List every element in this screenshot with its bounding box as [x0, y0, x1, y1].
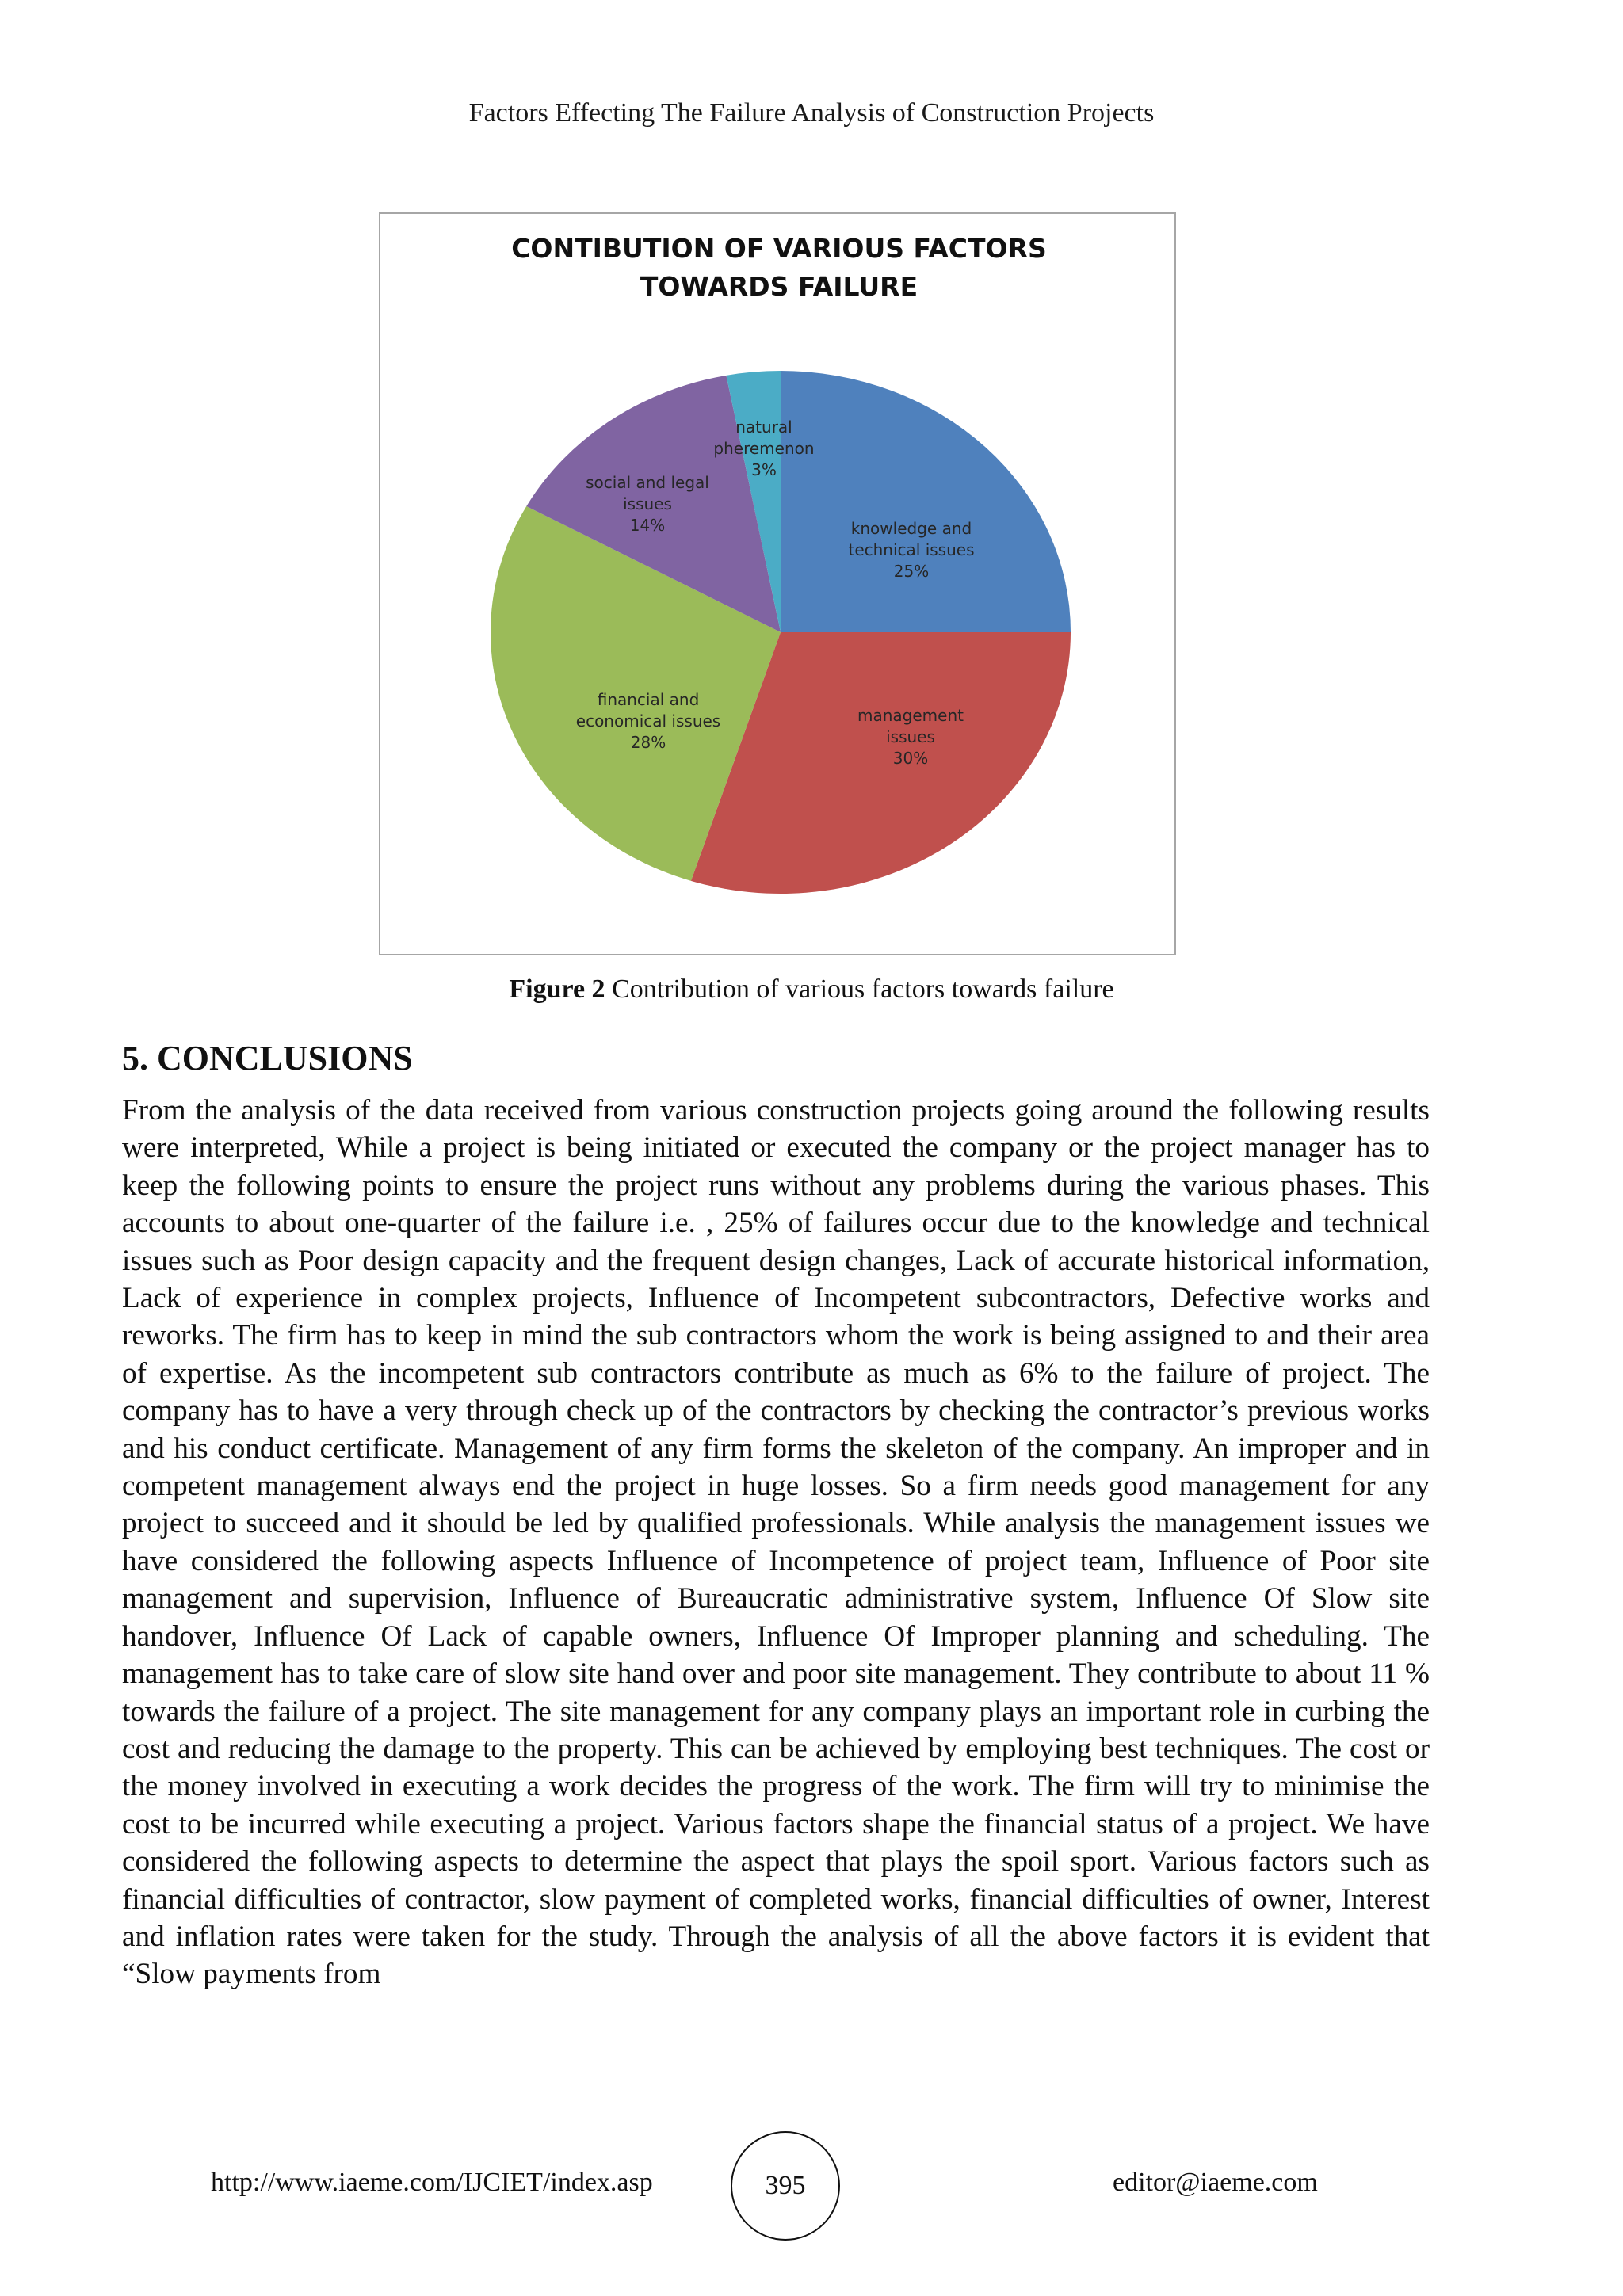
slice-label-line: social and legal [586, 473, 709, 492]
slice-value-label: 30% [892, 749, 929, 768]
slice-label-line: pheremenon [713, 439, 815, 458]
page-number [731, 2131, 840, 2241]
slice-label-line: technical issues [848, 540, 975, 559]
slice-label-line: issues [886, 727, 935, 746]
slice-value-label: 25% [893, 562, 930, 581]
section-heading: 5. CONCLUSIONS [122, 1039, 413, 1077]
slice-label-line: management [857, 706, 964, 725]
footer-email: editor@iaeme.com [1113, 2168, 1318, 2197]
slice-label-financial [553, 689, 743, 753]
figure-label: Figure 2 [509, 974, 605, 1004]
figure-caption-text: Contribution of various factors towards failure [612, 974, 1114, 1004]
page-number-text: 395 [765, 2171, 806, 2200]
slice-label-line: economical issues [575, 711, 721, 730]
slice-label-natural [669, 417, 859, 481]
pie-chart [379, 212, 1176, 955]
slice-label-management [815, 705, 1006, 769]
running-header: Factors Effecting The Failure Analysis of Construction Projects [468, 98, 1155, 128]
chart-title-line1: CONTIBUTION OF VARIOUS FACTORS [511, 233, 1047, 264]
body-paragraph: From the analysis of the data received from various construction projects going around the following results were interpreted, While a project is being initiated or executed the company or the project manager has to keep the following points to ensure the project runs without any problems during the various phases. This accounts to about one-quarter of the failure i.e. , 25% of failures occur due to the knowledge and technical issues such as Poor design capacity and the frequent design changes, Lack of accurate historical information, Lack of experience in complex projects, Influence of Incompetent subcontractors, Defective works and reworks. The firm has to keep in mind the sub contractors whom the work is being assigned to and their area of expertise. As the incompetent sub contractors contribute as much as 6% to the failure of project. The company has to have a very through check up of the contractors by checking the contractor’s previous works and his conduct certificate. Management of any firm forms the skeleton of the company. An improper and in competent management always end the project in huge losses. So a firm needs good management for any project to succeed and it should be led by qualified professionals. While analysis the management issues we have considered the following aspects Influence of Incompetence of project team, Influence of Poor site management and supervision, Influence of Bureaucratic administrative system, Influence Of Slow site handover, Influence Of Lack of capable owners, Influence Of Improper planning and scheduling. The management has to take care of slow site hand over and poor site management. They contribute to about 11 % towards the failure of a project. The site management for any company plays an important role in curbing the cost and reducing the damage to the property. This can be achieved by employing best techniques. The cost or the money involved in executing a work decides the progress of the work. The firm will try to minimise the cost to be incurred while executing a project. Various factors shape the financial status of a project. We have considered the following aspects to determine the aspect that plays the spoil sport. Various factors such as financial difficulties of contractor, slow payment of completed works, financial difficulties of owner, Interest and inflation rates were taken for the study. Through the analysis of all the above factors it is evident that “Slow payments from [122, 1094, 1430, 1991]
pie-slice-0 [781, 371, 1071, 632]
slice-value-label: 28% [630, 733, 666, 752]
slice-label-line: issues [623, 494, 672, 513]
chart-title-line2: TOWARDS FAILURE [640, 271, 918, 302]
slice-value-label: 3% [751, 460, 777, 479]
slice-label-line: knowledge and [850, 519, 972, 538]
figure-caption [0, 974, 1623, 1005]
slice-label-knowledge [816, 518, 1006, 582]
slice-label-line: natural [735, 418, 792, 437]
slice-label-social [552, 472, 743, 536]
footer-url: http://www.iaeme.com/IJCIET/index.asp [211, 2168, 653, 2197]
slice-label-line: financial and [597, 690, 700, 709]
pie-chart-svg [380, 214, 1178, 957]
chart-title [380, 230, 1178, 306]
slice-value-label: 14% [629, 516, 666, 535]
